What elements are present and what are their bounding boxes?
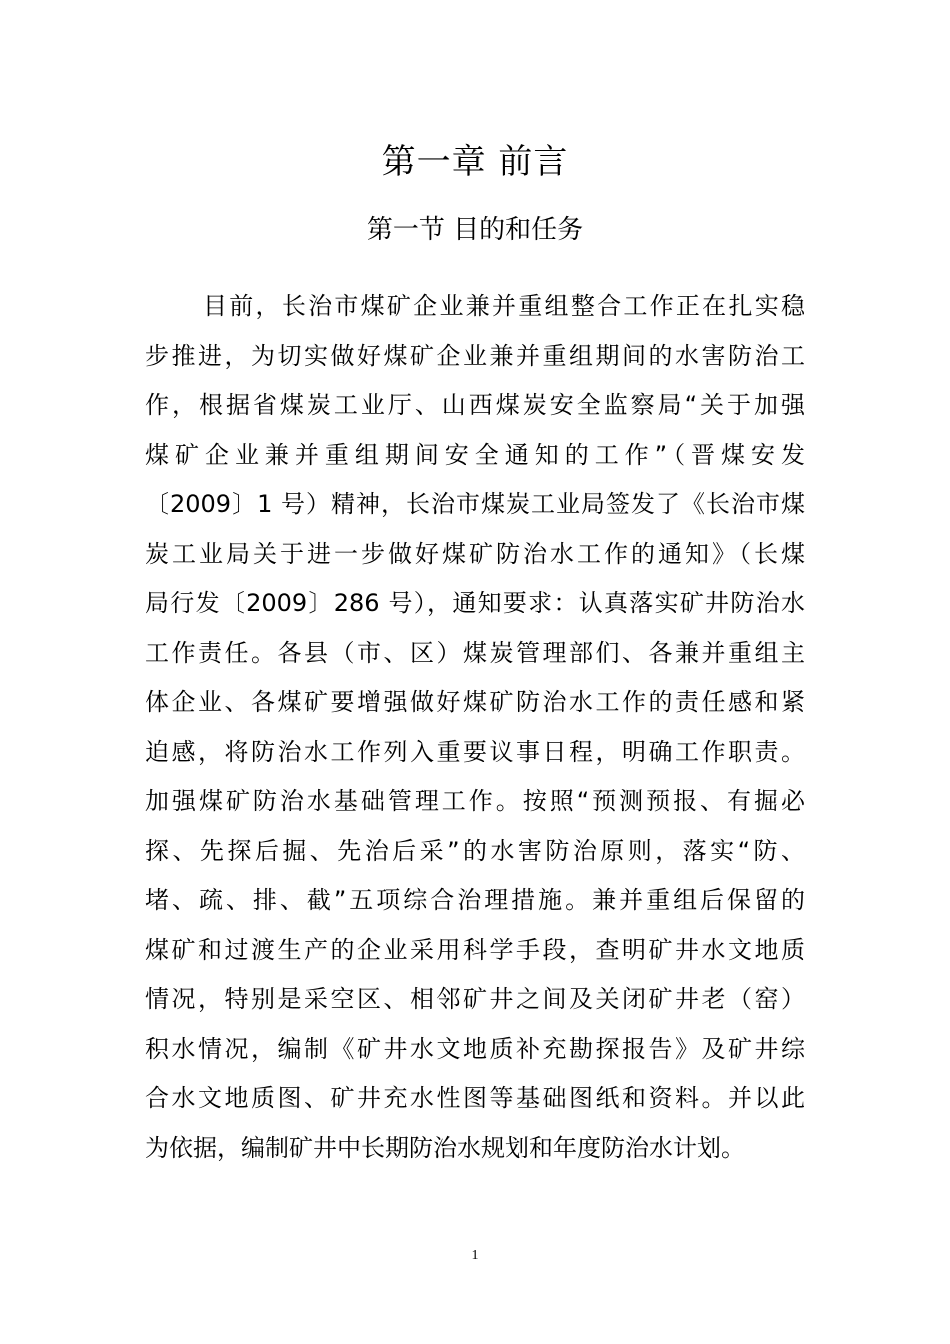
paragraph-line: 探、先探后掘、先治后采”的水害防治原则，落实“防、 — [145, 836, 805, 865]
paragraph-line: 体企业、各煤矿要增强做好煤矿防治水工作的责任感和紧 — [145, 688, 805, 716]
paragraph-line: 步推进，为切实做好煤矿企业兼并重组期间的水害防治工 — [145, 341, 805, 370]
paragraph-line: 情况，特别是采空区、相邻矿井之间及关闭矿井老（窑） — [145, 985, 805, 1013]
paragraph-line: 堵、疏、排、截”五项综合治理措施。兼并重组后保留的 — [145, 886, 805, 914]
chapter-title: 第一章 前言 — [381, 142, 569, 182]
paragraph-line: 合水文地质图、矿井充水性图等基础图纸和资料。并以此 — [145, 1084, 805, 1112]
paragraph-line: 加强煤矿防治水基础管理工作。按照“预测预报、有掘必 — [145, 787, 805, 815]
section-title: 第一节 目的和任务 — [366, 215, 584, 245]
paragraph-line: 为依据，编制矿井中长期防治水规划和年度防治水计划。 — [145, 1133, 745, 1162]
paragraph-line: 积水情况，编制《矿井水文地质补充勘探报告》及矿井综 — [145, 1034, 805, 1063]
paragraph-line: 目前，长治市煤矿企业兼并重组整合工作正在扎实稳 — [203, 292, 805, 320]
paragraph-line: 〔2009〕1 号）精神，长治市煤炭工业局签发了《长治市煤 — [145, 490, 805, 518]
paragraph-line: 作，根据省煤炭工业厅、山西煤炭安全监察局“关于加强 — [145, 391, 805, 419]
page-number: 1 — [471, 1248, 479, 1263]
paragraph-line: 局行发〔2009〕286 号），通知要求：认真落实矿井防治水 — [145, 589, 805, 617]
paragraph-line: 迫感，将防治水工作列入重要议事日程，明确工作职责。 — [145, 737, 805, 766]
paragraph-line: 煤矿和过渡生产的企业采用科学手段，查明矿井水文地质 — [145, 935, 805, 964]
paragraph-line: 煤矿企业兼并重组期间安全通知的工作”（晋煤安发 — [145, 440, 805, 469]
paragraph-line: 工作责任。各县（市、区）煤炭管理部们、各兼并重组主 — [145, 638, 805, 667]
body-paragraph — [145, 282, 805, 1173]
paragraph-line: 炭工业局关于进一步做好煤矿防治水工作的通知》（长煤 — [145, 539, 805, 568]
